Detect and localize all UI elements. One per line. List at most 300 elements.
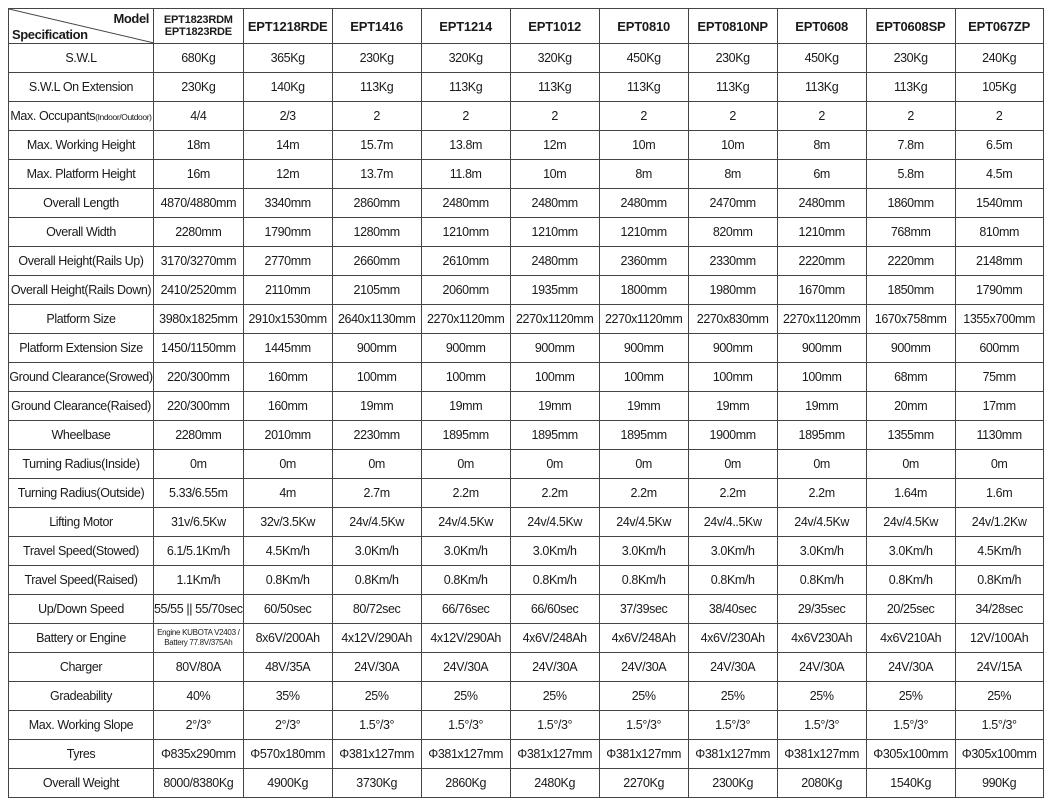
value-cell: 24v/4.5Kw xyxy=(777,508,866,537)
value-cell: 2280mm xyxy=(154,421,244,450)
value-cell: 12m xyxy=(243,160,332,189)
value-cell: 4x6V/230Ah xyxy=(688,624,777,653)
model-header xyxy=(866,9,955,44)
value-cell: 113Kg xyxy=(332,73,421,102)
value-cell: 3.0Km/h xyxy=(421,537,510,566)
value-cell: 2480mm xyxy=(510,189,599,218)
value-cell: 820mm xyxy=(688,218,777,247)
spec-name: Travel Speed(Stowed) xyxy=(23,544,139,558)
table-row xyxy=(9,740,1044,769)
value-cell: 0.8Km/h xyxy=(421,566,510,595)
value-cell: 1.5°/3° xyxy=(421,711,510,740)
model-name: EPT1214 xyxy=(439,18,493,34)
value-cell: 2860mm xyxy=(332,189,421,218)
spec-name: Overall Width xyxy=(46,225,116,239)
value-cell: 140Kg xyxy=(243,73,332,102)
spec-name-cell xyxy=(9,479,154,508)
value-cell: 0.8Km/h xyxy=(955,566,1043,595)
value-cell: 0.8Km/h xyxy=(243,566,332,595)
value-cell: 2280mm xyxy=(154,218,244,247)
value-cell: 16m xyxy=(154,160,244,189)
spec-name-cell xyxy=(9,595,154,624)
value-cell: 230Kg xyxy=(688,44,777,73)
model-label: Model xyxy=(113,11,149,26)
value-cell: 100mm xyxy=(688,363,777,392)
value-cell: 320Kg xyxy=(510,44,599,73)
value-cell: 6m xyxy=(777,160,866,189)
value-cell: 2.2m xyxy=(688,479,777,508)
value-cell: 2 xyxy=(510,102,599,131)
value-cell: 100mm xyxy=(421,363,510,392)
value-cell: Φ305x100mm xyxy=(866,740,955,769)
spec-name-cell xyxy=(9,160,154,189)
value-cell: 24v/1.2Kw xyxy=(955,508,1043,537)
value-cell: 4x12V/290Ah xyxy=(332,624,421,653)
value-cell: 810mm xyxy=(955,218,1043,247)
value-cell: 80/72sec xyxy=(332,595,421,624)
value-cell: 1210mm xyxy=(510,218,599,247)
value-cell: 13.8m xyxy=(421,131,510,160)
spec-name-cell xyxy=(9,334,154,363)
value-cell: 2610mm xyxy=(421,247,510,276)
value-cell: 0m xyxy=(866,450,955,479)
value-cell: 900mm xyxy=(777,334,866,363)
value-cell: 1670mm xyxy=(777,276,866,305)
value-cell: 18m xyxy=(154,131,244,160)
spec-name: Overall Height(Rails Up) xyxy=(18,254,144,268)
value-cell: 113Kg xyxy=(421,73,510,102)
value-cell: 2110mm xyxy=(243,276,332,305)
spec-name-cell xyxy=(9,653,154,682)
model-name: EPT0810 xyxy=(617,18,671,34)
value-cell: 8m xyxy=(599,160,688,189)
value-cell: 8x6V/200Ah xyxy=(243,624,332,653)
model-header xyxy=(332,9,421,44)
value-cell: 17mm xyxy=(955,392,1043,421)
value-cell: 1540Kg xyxy=(866,769,955,798)
value-cell: 2.7m xyxy=(332,479,421,508)
value-cell: Φ381x127mm xyxy=(777,740,866,769)
value-cell: 12m xyxy=(510,131,599,160)
value-cell: 1.1Km/h xyxy=(154,566,244,595)
value-cell: 4.5m xyxy=(955,160,1043,189)
value-cell: 2270x1120mm xyxy=(421,305,510,334)
value-cell: 6.1/5.1Km/h xyxy=(154,537,244,566)
spec-name: Turning Radius(Outside) xyxy=(17,486,145,500)
value-cell: Φ835x290mm xyxy=(154,740,244,769)
spec-name: Battery or Engine xyxy=(36,631,126,645)
value-cell: 100mm xyxy=(599,363,688,392)
value-cell: 24v/4.5Kw xyxy=(510,508,599,537)
value-cell: 24v/4.5Kw xyxy=(599,508,688,537)
spec-name: Tyres xyxy=(66,747,96,761)
table-row xyxy=(9,595,1044,624)
value-cell: 24v/4..5Kw xyxy=(688,508,777,537)
value-cell: 24V/30A xyxy=(777,653,866,682)
value-cell: 31v/6.5Kw xyxy=(154,508,244,537)
value-cell: 25% xyxy=(866,682,955,711)
value-cell: 25% xyxy=(332,682,421,711)
value-cell: 2360mm xyxy=(599,247,688,276)
value-cell: 2330mm xyxy=(688,247,777,276)
value-cell: 0m xyxy=(154,450,244,479)
table-row xyxy=(9,247,1044,276)
value-cell: 4x6V/248Ah xyxy=(510,624,599,653)
value-cell: 2480mm xyxy=(777,189,866,218)
value-cell: 160mm xyxy=(243,392,332,421)
value-cell: 14m xyxy=(243,131,332,160)
value-cell: 0m xyxy=(243,450,332,479)
value-cell: 38/40sec xyxy=(688,595,777,624)
value-cell: 7.8m xyxy=(866,131,955,160)
value-cell: 25% xyxy=(955,682,1043,711)
spec-name-cell xyxy=(9,363,154,392)
spec-name-cell xyxy=(9,392,154,421)
table-row xyxy=(9,73,1044,102)
value-cell: 2°/3° xyxy=(243,711,332,740)
value-cell: 68mm xyxy=(866,363,955,392)
spec-name: Overall Height(Rails Down) xyxy=(10,283,152,297)
value-cell: 80V/80A xyxy=(154,653,244,682)
value-cell: 105Kg xyxy=(955,73,1043,102)
value-cell: 3.0Km/h xyxy=(777,537,866,566)
spec-name: S.W.L On Extension xyxy=(28,80,134,94)
value-cell: 1210mm xyxy=(777,218,866,247)
spec-name: Overall Weight xyxy=(42,776,120,790)
model-header xyxy=(955,9,1043,44)
model-name: EPT1218RDE xyxy=(247,18,328,34)
value-cell: 13.7m xyxy=(332,160,421,189)
model-header xyxy=(777,9,866,44)
value-cell: 25% xyxy=(777,682,866,711)
model-name: EPT0810NP xyxy=(697,18,768,34)
value-cell: 365Kg xyxy=(243,44,332,73)
value-cell: 0m xyxy=(332,450,421,479)
value-cell: 0m xyxy=(955,450,1043,479)
value-cell: 32v/3.5Kw xyxy=(243,508,332,537)
value-cell: 3.0Km/h xyxy=(688,537,777,566)
value-cell: 1210mm xyxy=(599,218,688,247)
value-cell: 24V/30A xyxy=(866,653,955,682)
value-cell: 1445mm xyxy=(243,334,332,363)
spec-name: Gradeability xyxy=(50,689,112,703)
value-cell: 4900Kg xyxy=(243,769,332,798)
value-cell: 40% xyxy=(154,682,244,711)
value-cell: 75mm xyxy=(955,363,1043,392)
table-row xyxy=(9,479,1044,508)
value-cell: 24V/30A xyxy=(599,653,688,682)
value-cell: 8000/8380Kg xyxy=(154,769,244,798)
value-cell: 2°/3° xyxy=(154,711,244,740)
value-cell: 1895mm xyxy=(421,421,510,450)
value-cell: 900mm xyxy=(866,334,955,363)
value-cell: 25% xyxy=(421,682,510,711)
table-row xyxy=(9,624,1044,653)
value-cell: 1860mm xyxy=(866,189,955,218)
value-cell: 2 xyxy=(688,102,777,131)
spec-note: (Indoor/Outdoor) xyxy=(95,112,152,122)
value-cell: 2220mm xyxy=(866,247,955,276)
value-cell: 0m xyxy=(421,450,510,479)
value-cell: 3730Kg xyxy=(332,769,421,798)
table-row xyxy=(9,102,1044,131)
model-header xyxy=(421,9,510,44)
value-cell: 2 xyxy=(421,102,510,131)
value-cell: 113Kg xyxy=(599,73,688,102)
spec-name-cell xyxy=(9,102,154,131)
value-cell: 2148mm xyxy=(955,247,1043,276)
table-row xyxy=(9,508,1044,537)
table-row xyxy=(9,421,1044,450)
value-cell: Φ381x127mm xyxy=(510,740,599,769)
spec-name-cell xyxy=(9,624,154,653)
value-cell: 3.0Km/h xyxy=(866,537,955,566)
value-cell: 4/4 xyxy=(154,102,244,131)
spec-name: Platform Extension Size xyxy=(19,341,143,355)
value-cell: 2480mm xyxy=(510,247,599,276)
value-cell: 20mm xyxy=(866,392,955,421)
value-cell: 24V/15A xyxy=(955,653,1043,682)
value-cell: 24v/4.5Kw xyxy=(421,508,510,537)
header-row xyxy=(9,9,1044,44)
table-row xyxy=(9,160,1044,189)
value-cell: 1790mm xyxy=(243,218,332,247)
value-cell: 10m xyxy=(688,131,777,160)
table-row xyxy=(9,305,1044,334)
value-cell: 100mm xyxy=(777,363,866,392)
value-cell: 320Kg xyxy=(421,44,510,73)
value-cell: 0m xyxy=(599,450,688,479)
value-cell: 10m xyxy=(599,131,688,160)
value-cell: 4870/4880mm xyxy=(154,189,244,218)
model-header xyxy=(599,9,688,44)
spec-name-cell xyxy=(9,73,154,102)
value-cell: 24v/4.5Kw xyxy=(332,508,421,537)
value-cell: 600mm xyxy=(955,334,1043,363)
value-cell: 2270x1120mm xyxy=(510,305,599,334)
value-cell: 450Kg xyxy=(777,44,866,73)
value-cell: 2270x830mm xyxy=(688,305,777,334)
value-cell: 8m xyxy=(688,160,777,189)
model-header xyxy=(688,9,777,44)
spec-name-cell xyxy=(9,566,154,595)
model-header xyxy=(243,9,332,44)
table-row xyxy=(9,537,1044,566)
value-cell: 1355x700mm xyxy=(955,305,1043,334)
model-name: EPT1012 xyxy=(528,18,582,34)
spec-name: Max. Occupants xyxy=(10,109,96,123)
spec-table-body xyxy=(9,44,1044,798)
value-cell: 5.8m xyxy=(866,160,955,189)
spec-name: Up/Down Speed xyxy=(38,602,124,616)
value-cell: 34/28sec xyxy=(955,595,1043,624)
value-cell: 680Kg xyxy=(154,44,244,73)
value-cell: 19mm xyxy=(332,392,421,421)
spec-name-cell xyxy=(9,682,154,711)
value-cell: 1850mm xyxy=(866,276,955,305)
value-cell: 0.8Km/h xyxy=(866,566,955,595)
value-cell: 3170/3270mm xyxy=(154,247,244,276)
spec-name-cell xyxy=(9,218,154,247)
spec-name-cell xyxy=(9,421,154,450)
value-cell: 24V/30A xyxy=(332,653,421,682)
table-row xyxy=(9,44,1044,73)
value-cell: 2770mm xyxy=(243,247,332,276)
value-cell: 1800mm xyxy=(599,276,688,305)
value-cell: 35% xyxy=(243,682,332,711)
value-cell: 1935mm xyxy=(510,276,599,305)
value-cell: 2 xyxy=(599,102,688,131)
value-cell: 19mm xyxy=(510,392,599,421)
spec-name-cell xyxy=(9,276,154,305)
table-row xyxy=(9,566,1044,595)
value-cell: 1.5°/3° xyxy=(777,711,866,740)
spec-name: Ground Clearance(Raised) xyxy=(11,399,151,413)
spec-name-cell xyxy=(9,189,154,218)
value-cell: 8m xyxy=(777,131,866,160)
value-cell: 1900mm xyxy=(688,421,777,450)
table-row xyxy=(9,711,1044,740)
value-cell: 100mm xyxy=(332,363,421,392)
value-cell: 0m xyxy=(510,450,599,479)
value-cell: 1980mm xyxy=(688,276,777,305)
spec-name-cell xyxy=(9,450,154,479)
model-header xyxy=(510,9,599,44)
value-cell: 900mm xyxy=(688,334,777,363)
value-cell: 1.5°/3° xyxy=(510,711,599,740)
model-name: EPT0608SP xyxy=(875,18,946,34)
value-cell: 2470mm xyxy=(688,189,777,218)
value-cell: 25% xyxy=(599,682,688,711)
value-cell: 2270x1120mm xyxy=(777,305,866,334)
value-cell: 160mm xyxy=(243,363,332,392)
spec-name: Lifting Motor xyxy=(49,515,113,529)
value-cell: 4m xyxy=(243,479,332,508)
value-cell: 1.5°/3° xyxy=(332,711,421,740)
specification-label: Specification xyxy=(12,27,88,42)
spec-name: Max. Platform Height xyxy=(26,167,136,181)
model-name: EPT1823RDE xyxy=(164,26,232,38)
value-cell: 66/60sec xyxy=(510,595,599,624)
value-cell: 1670x758mm xyxy=(866,305,955,334)
value-cell: 450Kg xyxy=(599,44,688,73)
value-cell: 10m xyxy=(510,160,599,189)
value-cell: 900mm xyxy=(510,334,599,363)
spec-name-cell xyxy=(9,769,154,798)
table-row xyxy=(9,131,1044,160)
value-cell: 24V/30A xyxy=(510,653,599,682)
value-cell: 19mm xyxy=(777,392,866,421)
value-cell: 2910x1530mm xyxy=(243,305,332,334)
value-cell: 1280mm xyxy=(332,218,421,247)
spec-name-cell xyxy=(9,247,154,276)
value-cell: 2 xyxy=(332,102,421,131)
corner-header xyxy=(9,9,154,44)
value-cell: 1210mm xyxy=(421,218,510,247)
value-cell: 990Kg xyxy=(955,769,1043,798)
value-cell: 19mm xyxy=(599,392,688,421)
value-cell: 19mm xyxy=(421,392,510,421)
value-cell: Φ381x127mm xyxy=(332,740,421,769)
value-cell: 4.5Km/h xyxy=(955,537,1043,566)
value-cell: 2.2m xyxy=(510,479,599,508)
spec-name: Wheelbase xyxy=(51,428,111,442)
value-cell: 20/25sec xyxy=(866,595,955,624)
model-header xyxy=(154,9,244,44)
value-cell: 0m xyxy=(777,450,866,479)
spec-name: S.W.L xyxy=(65,51,97,65)
value-cell: 3.0Km/h xyxy=(332,537,421,566)
model-name: EPT067ZP xyxy=(968,18,1031,34)
spec-table xyxy=(8,8,1044,798)
value-cell: 1.6m xyxy=(955,479,1043,508)
value-cell: 2.2m xyxy=(777,479,866,508)
value-cell: 768mm xyxy=(866,218,955,247)
value-cell: 2270x1120mm xyxy=(599,305,688,334)
value-cell: 4x6V210Ah xyxy=(866,624,955,653)
value-cell: 113Kg xyxy=(866,73,955,102)
spec-name: Max. Working Height xyxy=(26,138,136,152)
value-cell: 1355mm xyxy=(866,421,955,450)
spec-name: Max. Working Slope xyxy=(28,718,134,732)
value-cell: 2060mm xyxy=(421,276,510,305)
value-cell: 55/55 || 55/70sec xyxy=(154,595,244,624)
value-cell: 4.5Km/h xyxy=(243,537,332,566)
table-row xyxy=(9,363,1044,392)
value-cell: 2010mm xyxy=(243,421,332,450)
value-cell: 900mm xyxy=(421,334,510,363)
value-cell: 2660mm xyxy=(332,247,421,276)
table-row xyxy=(9,769,1044,798)
value-cell: 230Kg xyxy=(154,73,244,102)
value-cell: 900mm xyxy=(599,334,688,363)
value-cell: 29/35sec xyxy=(777,595,866,624)
table-row xyxy=(9,450,1044,479)
value-cell: 2 xyxy=(955,102,1043,131)
spec-name-cell xyxy=(9,44,154,73)
value-cell: 12V/100Ah xyxy=(955,624,1043,653)
value-cell: 2640x1130mm xyxy=(332,305,421,334)
value-cell: 2105mm xyxy=(332,276,421,305)
table-row xyxy=(9,276,1044,305)
value-cell: 2480mm xyxy=(599,189,688,218)
value-cell: 2.2m xyxy=(599,479,688,508)
value-cell: 66/76sec xyxy=(421,595,510,624)
value-cell: 1130mm xyxy=(955,421,1043,450)
value-cell: Φ381x127mm xyxy=(599,740,688,769)
value-cell: 2480Kg xyxy=(510,769,599,798)
value-cell: 2.2m xyxy=(421,479,510,508)
value-cell: 0.8Km/h xyxy=(599,566,688,595)
value-cell: 240Kg xyxy=(955,44,1043,73)
spec-name: Ground Clearance(Srowed) xyxy=(9,370,153,384)
value-cell: 1790mm xyxy=(955,276,1043,305)
value-cell: 11.8m xyxy=(421,160,510,189)
value-cell: 2080Kg xyxy=(777,769,866,798)
value-cell: 100mm xyxy=(510,363,599,392)
table-row xyxy=(9,189,1044,218)
value-cell: 24v/4.5Kw xyxy=(866,508,955,537)
value-cell: 1895mm xyxy=(599,421,688,450)
table-row xyxy=(9,682,1044,711)
spec-name-cell xyxy=(9,711,154,740)
spec-name: Platform Size xyxy=(46,312,116,326)
value-cell: Engine KUBOTA V2403 / Battery 77.8V/375Ah xyxy=(154,624,244,653)
value-cell: 4x6V/248Ah xyxy=(599,624,688,653)
value-cell: 4x12V/290Ah xyxy=(421,624,510,653)
value-cell: Φ570x180mm xyxy=(243,740,332,769)
value-cell: 3.0Km/h xyxy=(599,537,688,566)
